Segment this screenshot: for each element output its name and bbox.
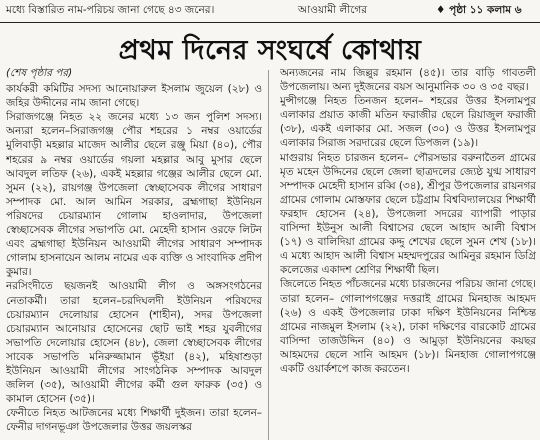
previous-article-fragment: আওয়ামী লীগের <box>298 4 368 16</box>
article-column-left <box>6 66 262 440</box>
paragraph: মুন্সীগঞ্জে নিহত তিনজন হলেন– শহরের উত্তর ইসলামপুর এলাকার প্রয়াত কাজী মতিন ফরাজীর ছেলে রিয়াজুল ফরাজী (৩৮), একই এলাকার মো. সজল (৩০) ও উত্তর ইসলামপুর এলাকার সিরাজ সরদারের ছেলে ডিপজল (১৯)। <box>280 95 536 150</box>
paragraph: সিরাজগঞ্জে নিহত ২২ জনের মধ্যে ১৩ জন পুলিশ সদস্য। অন্যরা হলেন–সিরাজগঞ্জ পৌর শহরের ১ নম্বর ওয়ার্ডের মুলিবাড়ী মহল্লার মাজেদ আলীর ছেলে রঞ্জু মিয়া (৪০), পৌর শহরের ৯ নম্বর ওয়ার্ডের গয়লা মহল্লার আবু মুসার ছেলে আবদুল লতিফ (২৬), একই মহল্লার গঞ্জের আলীর ছেলে মো. সুমন (২২), রায়গঞ্জ উপজেলা স্বেচ্ছাসেবক লীগের সাধারণ সম্পাদক মো. আল আমিন সরকার, ব্রহ্মগাছা ইউনিয়ন পরিষদের চেয়ারম্যান গোলাম হাওলাদার, উপজেলা স্বেচ্ছাসেবক লীগের সভাপতি মো. মেহেদী হাসান ওরফে লিটন এবং ব্রহ্মগাছা ইউনিয়ন আওয়ামী লীগের সাধারণ সম্পাদক গোলাম হাসনায়েন আলম নামের এক ব্যক্তি ও সাংবাদিক প্রদীপ কুমার। <box>6 111 262 279</box>
section-rule <box>0 22 540 23</box>
paragraph: ফেনীতে নিহত আটজনের মধ্যে শিক্ষার্থী দুইজন। তারা হলেন– ফেনীর দাগনভূঞা উপজেলার উত্তর জয়লস্কর <box>6 407 262 434</box>
continuation-note: (শেষ পৃষ্ঠার পর) <box>6 67 73 79</box>
column-divider <box>268 70 269 440</box>
article-column-right <box>280 66 536 440</box>
paragraph: মাগুরায় নিহত চারজন হলেন– পৌরসভার বরুনাতৈল গ্রামের মৃত মহেন উদ্দিনের ছেলে জেলা ছাত্রদলের জ্যেষ্ঠ যুগ্ম সাধারণ সম্পাদক মেহেদী হাসান রব্বি (৩৪), শ্রীপুর উপজেলার রায়নগর গ্রামের গোলাম মোস্তফার ছেলে চট্টগ্রাম বিশ্ববিদ্যালয়ের শিক্ষার্থী ফরহাদ হোসেন (২৪), উপজেলা সদরের ব্যাপারী পাড়ার বাসিন্দা ইউনুস আলী বিশ্বাসের ছেলে আহাদ আলী বিশ্বাস (১৭) ও বালিদিয়া গ্রামের কদ্দু শেখের ছেলে সুমন শেখ (১৮)। এ মধ্যে আহাদ আলী বিশ্বাস মহম্মদপুরের আমিনুর রহমান ডিগ্রি কলেজের একাদশ শ্রেণির শিক্ষার্থী ছিল। <box>280 151 536 277</box>
page-column-text: পৃষ্ঠা ১১ কলাম ৬ <box>449 4 522 16</box>
paragraph: অন্যজনের নাম জিল্লুর রহমান (৪৫)। তার বাড়ি গাবতলী উপজেলায়। অন্য দুইজনের বয়স আনুমানিক ৩০ ও ৩৫ বছর। <box>280 67 536 94</box>
paragraph: নরসিংদীতে ছয়জনই আওয়ামী লীগ ও অঙ্গসংগঠনের নেতাকর্মী। তারা হলেন–চরদিঘলদী ইউনিয়ন পরিষদের চেয়ারম্যান দেলোয়ার হোসেন (শাহীন), সদর উপজেলা চেয়ারম্যান আনোয়ার হোসেনের ছোট ভাই শহর যুবলীগের সভাপতি দেলোয়ার হোসেন (৪৮), জেলা স্বেচ্ছাসেবক লীগের সাবেক সভাপতি মনিরুজ্জামান ভূঁইয়া (৪২), মহিষাশুড়া ইউনিয়ন আওয়ামী লীগের সাংগঠনিক সম্পাদক আবদুল জলিল (৩৫), আওয়ামী লীগের কর্মী গুল ফারুক (৩৫) ও কামাল হোসেন (৩৫)। <box>6 280 262 406</box>
article-headline: প্রথম দিনের সংঘর্ষে কোথায় <box>118 35 422 66</box>
previous-article-tail: মধ্যে বিস্তারিত নাম-পরিচয় জানা গেছে ৪৩ জনের। <box>6 4 215 16</box>
page-column-reference: ♦ পৃষ্ঠা ১১ কলাম ৬ <box>436 4 522 16</box>
paragraph: কার্যকরী কমিটির সদস্য আনোয়ারুল ইসলাম জুয়েল (২৮) ও জহির উদ্দীনের নাম জানা গেছে। <box>6 83 262 110</box>
paragraph: জিলেতে নিহত পাঁচজনের মধ্যে চারজনের পরিচয় জানা গেছে। তারা হলেন– গোলাপগঞ্জের দত্তরাই গ্রামের মিনহাজ আহমদ (২৬) ও একই উপজেলার ঢাকা দক্ষিণ ইউনিয়নের নিশ্চিন্ত গ্রামের নাজমুল ইসলাম (২২), ঢাকা দক্ষিণের বারকোট গ্রামের বাসিন্দা তাজউদ্দিন (৪০) ও আমুড়া ইউনিয়নের কয়ছর আহমদের ছেলে সানি আহমদ (১৮)। মিনহাজ গোলাপগঞ্জে একটি ওয়ার্কশপে কাজ করতেন। <box>280 278 536 375</box>
